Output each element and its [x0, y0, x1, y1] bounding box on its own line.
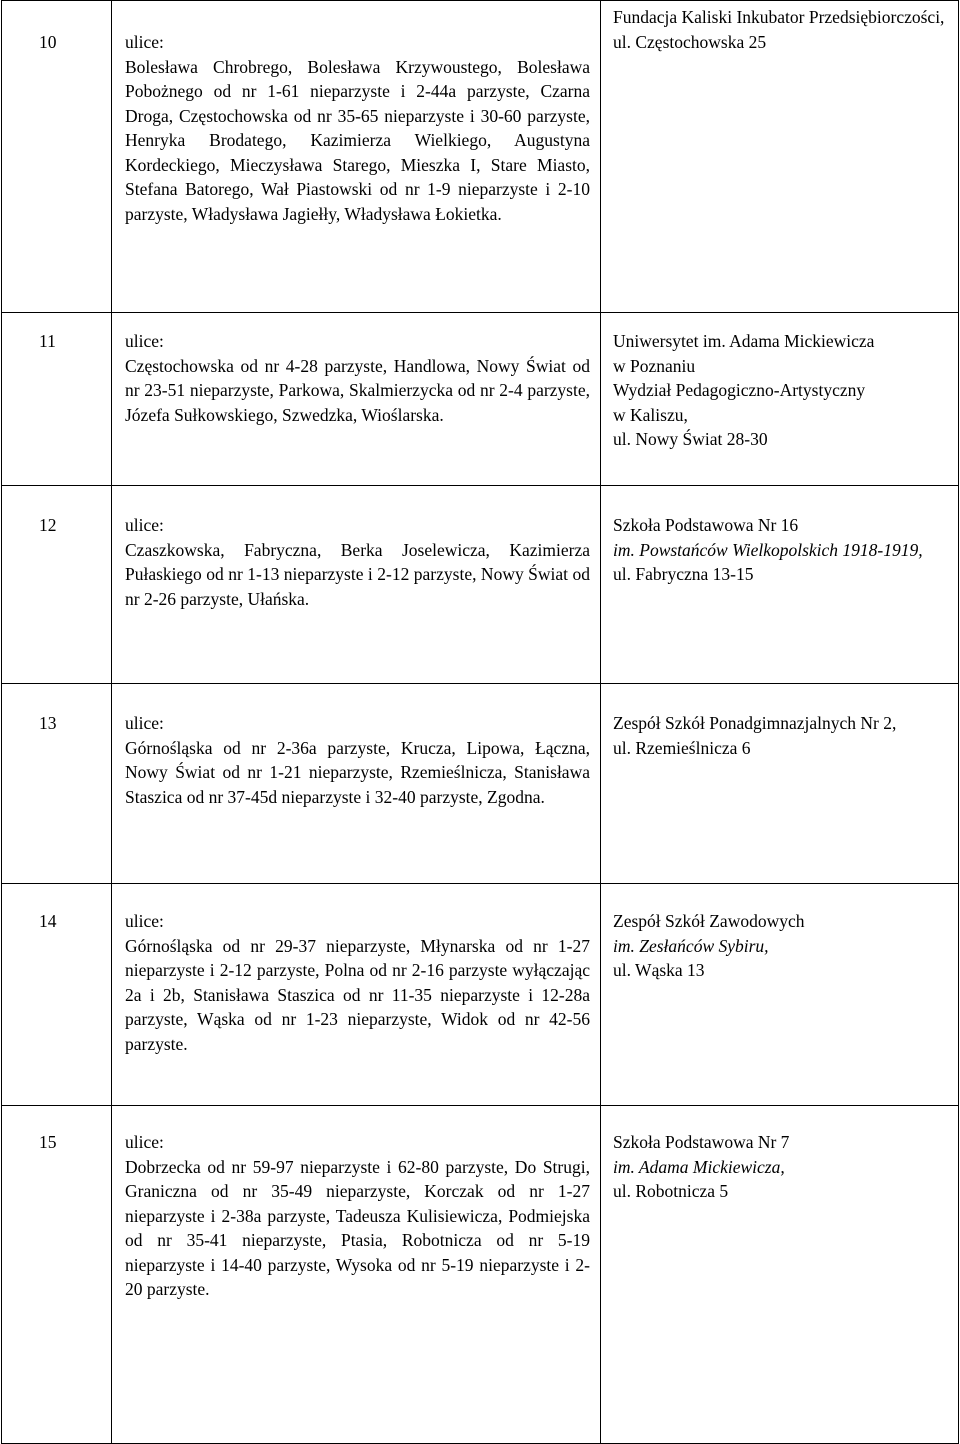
streets-list: Górnośląska od nr 2-36a parzyste, Krucza, Lipowa, Łączna, Nowy Świat od nr 1-21 nieparzyste, Rzemieślnicza, Stanisława Staszica od nr 37-45d nieparzyste i 32-40 parzyste, Zgodna.	[125, 737, 590, 807]
streets-header: ulice:	[125, 331, 164, 351]
district-row	[2, 313, 959, 486]
polling-place-line: w Poznaniu	[613, 355, 696, 376]
district-row	[2, 684, 959, 884]
streets-list: Górnośląska od nr 29-37 nieparzyste, Młynarska od nr 1-27 nieparzyste i 2-12 parzyste, Polna od nr 2-16 parzyste wyłączając 2a i 2b, Stanisława Staszica od nr 11-35 nieparzyste i 12-28a parzyste, Wąska od nr 1-23 nieparzyste, Widok od nr 42-56 parzyste.	[125, 935, 590, 1054]
polling-place-line: Zespół Szkół Zawodowych	[613, 911, 805, 931]
polling-place-line: Fundacja Kaliski Inkubator Przedsiębiorczości,	[613, 7, 945, 27]
streets-header: ulice:	[125, 515, 164, 535]
district-streets-cell	[112, 684, 601, 884]
district-number: 13	[2, 684, 112, 884]
polling-place-line: w Kaliszu,	[613, 404, 688, 425]
streets-list: Czaszkowska, Fabryczna, Berka Joselewicza, Kazimierza Pułaskiego od nr 1-13 nieparzyste i 2-12 parzyste, Nowy Świat od nr 2-26 parzyste, Ułańska.	[125, 539, 590, 609]
district-streets-cell	[112, 884, 601, 1106]
streets-header: ulice:	[125, 713, 164, 733]
polling-place-line: Zespół Szkół Ponadgimnazjalnych Nr 2,	[613, 713, 897, 733]
district-row	[2, 486, 959, 684]
polling-place-line: Uniwersytet im. Adama Mickiewicza	[613, 331, 875, 351]
polling-place-line: ul. Wąska 13	[613, 960, 705, 980]
streets-list: Bolesława Chrobrego, Bolesława Krzywoustego, Bolesława Pobożnego od nr 1-61 nieparzyste i 2-44a parzyste, Czarna Droga, Częstochowska od nr 35-65 nieparzyste i 30-60 parzyste, Henryka Brodatego, Kazimierza Wielkiego, Augustyna Kordeckiego, Mieczysława Starego, Mieszka I, Stare Miasto, Stefana Batorego, Wał Piastowski od nr 1-9 nieparzyste i 2-10 parzyste, Władysława Jagiełły, Władysława Łokietka.	[125, 56, 590, 224]
polling-place-line: ul. Robotnicza 5	[613, 1181, 729, 1201]
district-number: 11	[2, 313, 112, 486]
polling-place-line: Szkoła Podstawowa Nr 16	[613, 515, 799, 535]
district-streets-cell	[112, 1, 601, 313]
district-row	[2, 1, 959, 313]
polling-place-line: im. Powstańców Wielkopolskich 1918-1919,	[613, 539, 923, 560]
polling-place-line: ul. Częstochowska 25	[613, 31, 767, 52]
polling-place-line: ul. Rzemieślnicza 6	[613, 737, 751, 758]
polling-place-line: ul. Nowy Świat 28-30	[613, 429, 768, 449]
district-streets-cell	[112, 486, 601, 684]
districts-table	[1, 0, 959, 1444]
polling-place-line: Szkoła Podstawowa Nr 7	[613, 1132, 790, 1152]
polling-place-line: ul. Fabryczna 13-15	[613, 564, 754, 584]
polling-place-cell	[601, 313, 959, 486]
district-number: 10	[2, 1, 112, 313]
polling-place-line: im. Adama Mickiewicza,	[613, 1156, 785, 1177]
streets-list: Dobrzecka od nr 59-97 nieparzyste i 62-80 parzyste, Do Strugi, Graniczna od nr 35-49 nieparzyste, Korczak od nr 1-27 nieparzyste i 2-38a parzyste, Tadeusza Kulisiewicza, Podmiejska od nr 35-41 nieparzyste, Ptasia, Robotnicza od nr 5-19 nieparzyste i 14-40 parzyste, Wysoka od nr 5-19 nieparzyste i 2-20 parzyste.	[125, 1156, 590, 1299]
district-streets-cell	[112, 313, 601, 486]
districts-table-body	[2, 1, 959, 1444]
district-number: 15	[2, 1106, 112, 1444]
streets-header: ulice:	[125, 32, 164, 52]
district-number: 14	[2, 884, 112, 1106]
streets-list: Częstochowska od nr 4-28 parzyste, Handlowa, Nowy Świat od nr 23-51 nieparzyste, Parkowa, Skalmierzycka od nr 2-4 parzyste, Józefa Sułkowskiego, Szwedzka, Wioślarska.	[125, 355, 590, 425]
streets-header: ulice:	[125, 1132, 164, 1152]
district-number: 12	[2, 486, 112, 684]
streets-header: ulice:	[125, 911, 164, 931]
polling-place-cell	[601, 486, 959, 684]
polling-place-line: Wydział Pedagogiczno-Artystyczny	[613, 380, 866, 400]
district-row	[2, 884, 959, 1106]
district-row	[2, 1106, 959, 1444]
polling-place-cell	[601, 884, 959, 1106]
polling-place-cell	[601, 1106, 959, 1444]
polling-place-cell	[601, 1, 959, 313]
district-streets-cell	[112, 1106, 601, 1444]
polling-place-cell	[601, 684, 959, 884]
polling-place-line: im. Zesłańców Sybiru,	[613, 935, 769, 956]
